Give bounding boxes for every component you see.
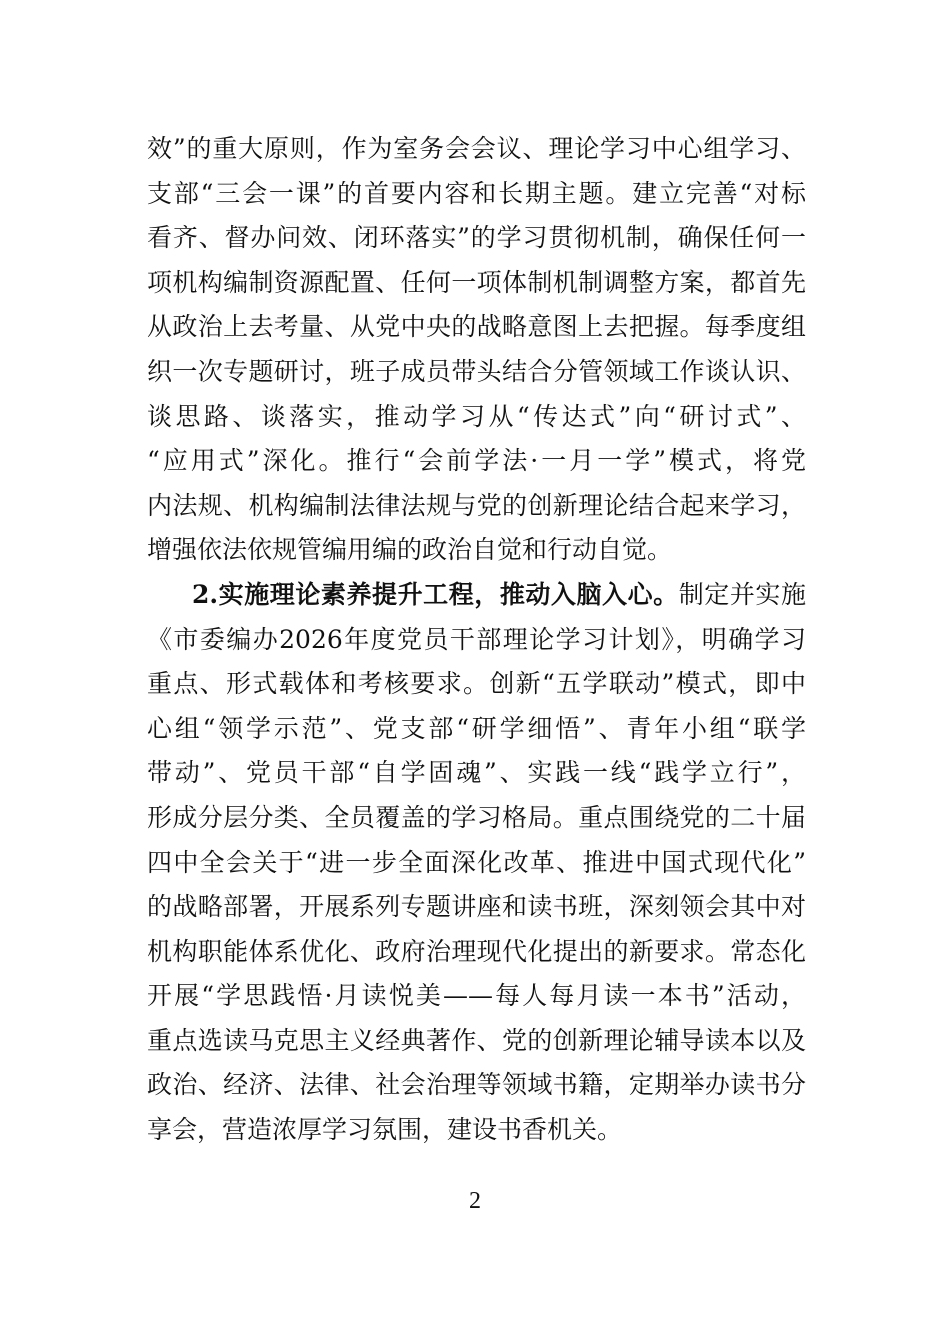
text-line: 形成分层分类、全员覆盖的学习格局。重点围绕党的二十届 bbox=[147, 802, 806, 832]
text-line: 看齐、督办问效、闭环落实”的学习贯彻机制，确保任何一 bbox=[147, 223, 806, 253]
text-line: 从政治上去考量、从党中央的战略意图上去把握。每季度组 bbox=[147, 312, 806, 342]
text-line: 支部“三会一课”的首要内容和长期主题。建立完善“对标 bbox=[147, 178, 806, 208]
text-line: 效”的重大原则，作为室务会会议、理论学习中心组学习、 bbox=[147, 134, 806, 163]
text-line: 谈思路、谈落实，推动学习从“传达式”向“研讨式”、 bbox=[147, 401, 806, 431]
text-line: 的战略部署，开展系列专题讲座和读书班，深刻领会其中对 bbox=[147, 892, 806, 922]
text-run: 制定并实施 bbox=[678, 579, 806, 609]
text-line bbox=[147, 573, 806, 618]
text-line: 《市委编办2026年度党员干部理论学习计划》，明确学习 bbox=[147, 624, 806, 654]
text-line: 重点选读马克思主义经典著作、党的创新理论辅导读本以及 bbox=[147, 1025, 806, 1055]
text-line: 政治、经济、法律、社会治理等领域书籍，定期举办读书分 bbox=[147, 1070, 806, 1100]
text-line: 带动”、党员干部“自学固魂”、实践一线“践学立行”， bbox=[147, 758, 806, 788]
text-line: 机构职能体系优化、政府治理现代化提出的新要求。常态化 bbox=[147, 936, 806, 966]
text-line: 织一次专题研讨，班子成员带头结合分管领域工作谈认识、 bbox=[147, 356, 806, 386]
text-line: “应用式”深化。推行“会前学法·一月一学”模式，将党 bbox=[147, 446, 806, 476]
text-line: 心组“领学示范”、党支部“研学细悟”、青年小组“联学 bbox=[147, 713, 806, 743]
paragraph-2 bbox=[147, 573, 806, 1153]
text-line: 开展“学思践悟·月读悦美——每人每月读一本书”活动， bbox=[147, 981, 806, 1011]
section-heading: 2.实施理论素养提升工程，推动入脑入心。 bbox=[192, 579, 679, 609]
text-line: 重点、形式载体和考核要求。创新“五学联动”模式，即中 bbox=[147, 669, 806, 699]
text-line: 增强依法依规管编用编的政治自觉和行动自觉。 bbox=[147, 535, 673, 565]
text-line: 项机构编制资源配置、任何一项体制机制调整方案，都首先 bbox=[147, 267, 806, 297]
text-line: 四中全会关于“进一步全面深化改革、推进中国式现代化” bbox=[147, 847, 806, 877]
document-body bbox=[147, 127, 806, 1153]
page-number: 2 bbox=[469, 1188, 481, 1214]
text-line: 享会，营造浓厚学习氛围，建设书香机关。 bbox=[147, 1115, 623, 1145]
text-line: 内法规、机构编制法律法规与党的创新理论结合起来学习， bbox=[147, 490, 806, 520]
paragraph-1 bbox=[147, 127, 806, 573]
